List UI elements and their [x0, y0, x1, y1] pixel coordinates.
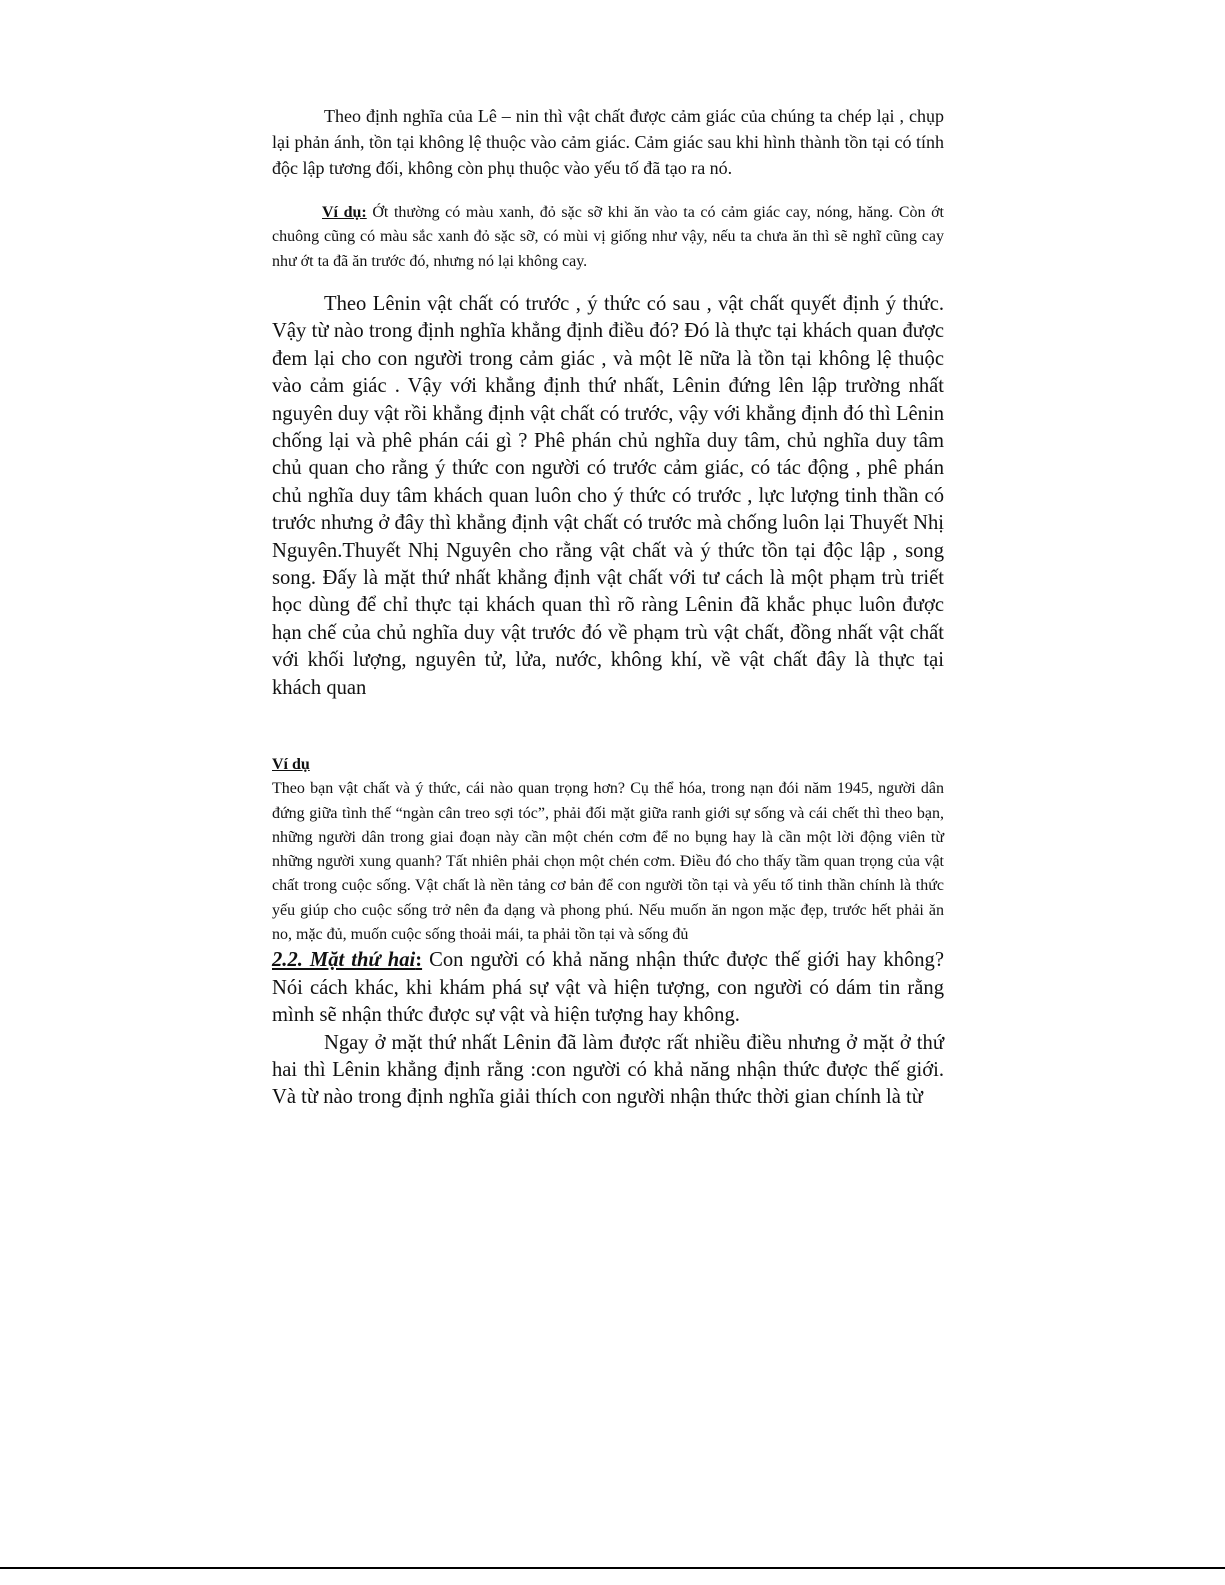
page-bottom-rule: [0, 1567, 1225, 1569]
paragraph-lenin-matter: Theo Lênin vật chất có trước , ý thức có sau , vật chất quyết định ý thức. Vậy từ nào trong định nghĩa khẳng định điều đó? Đó là thực tại khách quan được đem lại cho con người trong cảm giác , và một lẽ nữa là tồn tại không lệ thuộc vào cảm giác . Vậy với khẳng định thứ nhất, Lênin đứng lên lập trường nhất nguyên duy vật rồi khẳng định vật chất có trước, vậy với khẳng định đó thì Lênin chống lại và phê phán cái gì ? Phê phán chủ nghĩa duy tâm, chủ nghĩa duy tâm chủ quan cho rằng ý thức con người có trước cảm giác, có tác động , phê phán chủ nghĩa duy tâm khách quan luôn cho ý thức có trước , lực lượng tinh thần có trước nhưng ở đây thì khẳng định vật chất có trước mà chống luôn lại Thuyết Nhị Nguyên.Thuyết Nhị Nguyên cho rằng vật chất và ý thức tồn tại độc lập , song song. Đấy là mặt thứ nhất khẳng định vật chất với tư cách là một phạm trù triết học dùng để chỉ thực tại khách quan thì rõ ràng Lênin đã khắc phục luôn được hạn chế của chủ nghĩa duy vật trước đó về phạm trù vật chất, đồng nhất vật chất với khối lượng, nguyên tử, lửa, nước, không khí, về vật chất đây là thực tại khách quan: [272, 292, 945, 699]
section-heading: 2.2. Mặt thứ hai: [272, 949, 416, 972]
example2-label: Ví dụ: [272, 755, 310, 773]
paragraph-second-aspect: Ngay ở mặt thứ nhất Lênin đã làm được rất nhiều điều nhưng ở mặt ở thứ hai thì Lênin khẳng định rằng :con người có khả năng nhận thức được thế giới. Và từ nào trong định nghĩa giải thích con người nhận thức thời gian chính là từ: [272, 1031, 944, 1109]
section-text: Con người có khả năng nhận thức được thế giới hay không? Nói cách khác, khi khám phá sự vật và hiện tượng, con người có dám tin rằng mình sẽ nhận thức được sự vật và hiện tượng hay không.: [272, 949, 944, 1027]
example-text: Ớt thường có màu xanh, đỏ sặc sỡ khi ăn vào ta có cảm giác cay, nóng, hăng. Còn ớt chuông cũng có màu sắc xanh đỏ sặc sỡ, có mùi vị giống như vậy, nếu ta chưa ăn thì sẽ nghĩ cũng cay như ớt ta đã ăn trước đó, nhưng nó lại không cay.: [272, 204, 944, 270]
paragraph-definition: Theo định nghĩa của Lê – nin thì vật chất được cảm giác của chúng ta chép lại , chụp lại phản ánh, tồn tại không lệ thuộc vào cảm giác. Cảm giác sau khi hình thành tồn tại có tính độc lập tương đối, không còn phụ thuộc vào yếu tố đã tạo ra nó.: [272, 106, 944, 178]
example-label: Ví dụ:: [322, 204, 367, 221]
example-label-block: [272, 753, 944, 777]
section-heading-colon: :: [415, 949, 423, 972]
page-content: [272, 103, 944, 1112]
example-chili: [272, 201, 944, 274]
example-famine: Theo bạn vật chất và ý thức, cái nào quan trọng hơn? Cụ thể hóa, trong nạn đói năm 1945, người dân đứng giữa tình thế “ngàn cân treo sợi tóc”, phải đối mặt giữa ranh giới sự sống và cái chết thì theo bạn, những người dân trong giai đoạn này cần một chén cơm để no bụng hay là cần một lời động viên từ những người xung quanh? Tất nhiên phải chọn một chén cơm. Điều đó cho thấy tầm quan trọng của vật chất trong cuộc sống. Vật chất là nền tảng cơ bản để con người tồn tại và yếu tố tinh thần chính là thức yếu giúp cho cuộc sống trở nên đa dạng và phong phú. Nếu muốn ăn ngon mặc đẹp, trước hết phải ăn no, mặc đủ, muốn cuộc sống thoải mái, ta phải tồn tại và sống đủ: [272, 780, 944, 944]
section-2-2: [272, 947, 944, 1029]
